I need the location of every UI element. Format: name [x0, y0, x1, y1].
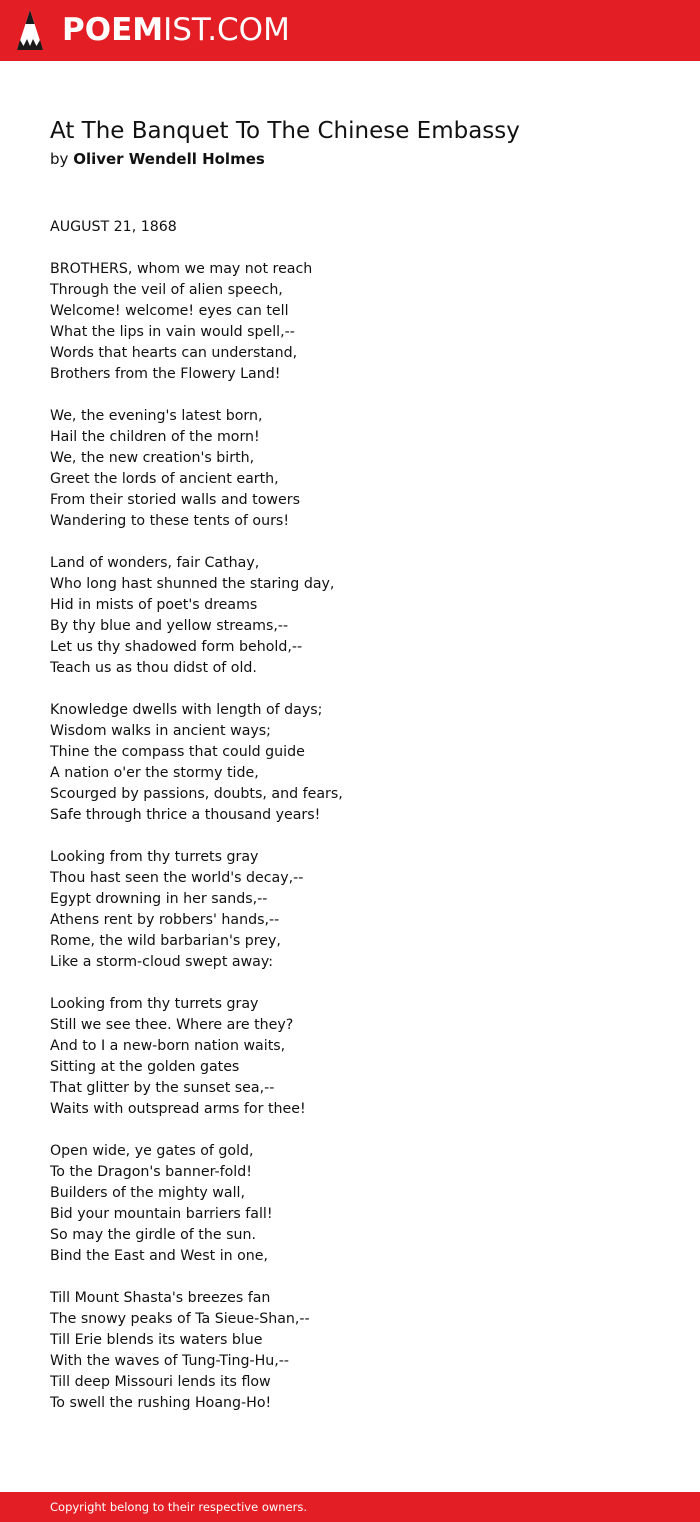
by-label: by: [50, 150, 69, 168]
poem-line: Thine the compass that could guide: [50, 744, 305, 760]
poem-line: And to I a new-born nation waits,: [50, 1038, 286, 1054]
stanza: [50, 553, 660, 679]
stanza: [50, 700, 660, 826]
poem-body: [50, 217, 660, 1414]
copyright-text: Copyright belong to their respective owners.: [50, 1500, 308, 1514]
poem-line: We, the new creation's birth,: [50, 450, 255, 466]
poem-line: Till deep Missouri lends its flow: [50, 1374, 271, 1390]
stanza: [50, 1288, 660, 1414]
poem-line: Rome, the wild barbarian's prey,: [50, 933, 281, 949]
poem-line: Let us thy shadowed form behold,--: [50, 639, 303, 655]
poem-line: Like a storm-cloud swept away:: [50, 954, 274, 970]
poem-line: Welcome! welcome! eyes can tell: [50, 303, 289, 319]
poem-line: With the waves of Tung-Ting-Hu,--: [50, 1353, 290, 1369]
stanza: [50, 406, 660, 532]
poem-line: Scourged by passions, doubts, and fears,: [50, 786, 343, 802]
poem-article: [50, 114, 660, 1435]
poem-line: To the Dragon's banner-fold!: [50, 1164, 252, 1180]
poem-line: Looking from thy turrets gray: [50, 996, 259, 1012]
poem-line: Brothers from the Flowery Land!: [50, 366, 281, 382]
stanza: [50, 994, 660, 1120]
poem-line: Hail the children of the morn!: [50, 429, 260, 445]
poem-line: So may the girdle of the sun.: [50, 1227, 256, 1243]
poem-line: Looking from thy turrets gray: [50, 849, 259, 865]
poem-line: The snowy peaks of Ta Sieue-Shan,--: [50, 1311, 310, 1327]
poem-line: Sitting at the golden gates: [50, 1059, 240, 1075]
poem-line: Bid your mountain barriers fall!: [50, 1206, 273, 1222]
poem-line: By thy blue and yellow streams,--: [50, 618, 289, 634]
stanza: [50, 1141, 660, 1267]
stanza: [50, 259, 660, 385]
logo-text-light: IST.COM: [163, 12, 290, 48]
poem-line: Land of wonders, fair Cathay,: [50, 555, 260, 571]
poem-line: Safe through thrice a thousand years!: [50, 807, 321, 823]
poem-line: From their storied walls and towers: [50, 492, 300, 508]
poem-line: Through the veil of alien speech,: [50, 282, 283, 298]
site-header: [0, 0, 700, 61]
poem-date: AUGUST 21, 1868: [50, 219, 177, 235]
poem-line: Knowledge dwells with length of days;: [50, 702, 323, 718]
poem-line: Till Mount Shasta's breezes fan: [50, 1290, 271, 1306]
poem-line: Egypt drowning in her sands,--: [50, 891, 268, 907]
poem-line: Greet the lords of ancient earth,: [50, 471, 279, 487]
stanza: [50, 847, 660, 973]
poem-line: Athens rent by robbers' hands,--: [50, 912, 280, 928]
poem-line: Teach us as thou didst of old.: [50, 660, 257, 676]
poem-line: To swell the rushing Hoang-Ho!: [50, 1395, 272, 1411]
logo-text-bold: POEM: [62, 12, 164, 48]
poem-line: Open wide, ye gates of gold,: [50, 1143, 254, 1159]
poem-line: Till Erie blends its waters blue: [50, 1332, 263, 1348]
poem-line: Who long hast shunned the staring day,: [50, 576, 335, 592]
poem-line: We, the evening's latest born,: [50, 408, 263, 424]
poem-line: A nation o'er the stormy tide,: [50, 765, 259, 781]
poem-line: Hid in mists of poet's dreams: [50, 597, 258, 613]
pencil-logo-icon[interactable]: [16, 9, 44, 51]
poem-line: Bind the East and West in one,: [50, 1248, 269, 1264]
site-logo-link[interactable]: [62, 11, 290, 49]
poem-line: That glitter by the sunset sea,--: [50, 1080, 275, 1096]
author-name: Oliver Wendell Holmes: [73, 150, 265, 168]
poem-line: Thou hast seen the world's decay,--: [50, 870, 304, 886]
poem-line: BROTHERS, whom we may not reach: [50, 261, 313, 277]
poem-line: Waits with outspread arms for thee!: [50, 1101, 306, 1117]
poem-title: At The Banquet To The Chinese Embassy: [50, 118, 520, 144]
poem-line: Builders of the mighty wall,: [50, 1185, 245, 1201]
poem-line: Words that hearts can understand,: [50, 345, 298, 361]
site-footer: [0, 1492, 700, 1522]
poem-stanzas: [50, 259, 660, 1414]
poem-line: Wandering to these tents of ours!: [50, 513, 290, 529]
poem-line: Wisdom walks in ancient ways;: [50, 723, 271, 739]
poem-line: Still we see thee. Where are they?: [50, 1017, 294, 1033]
byline: [50, 148, 660, 170]
poem-line: What the lips in vain would spell,--: [50, 324, 295, 340]
